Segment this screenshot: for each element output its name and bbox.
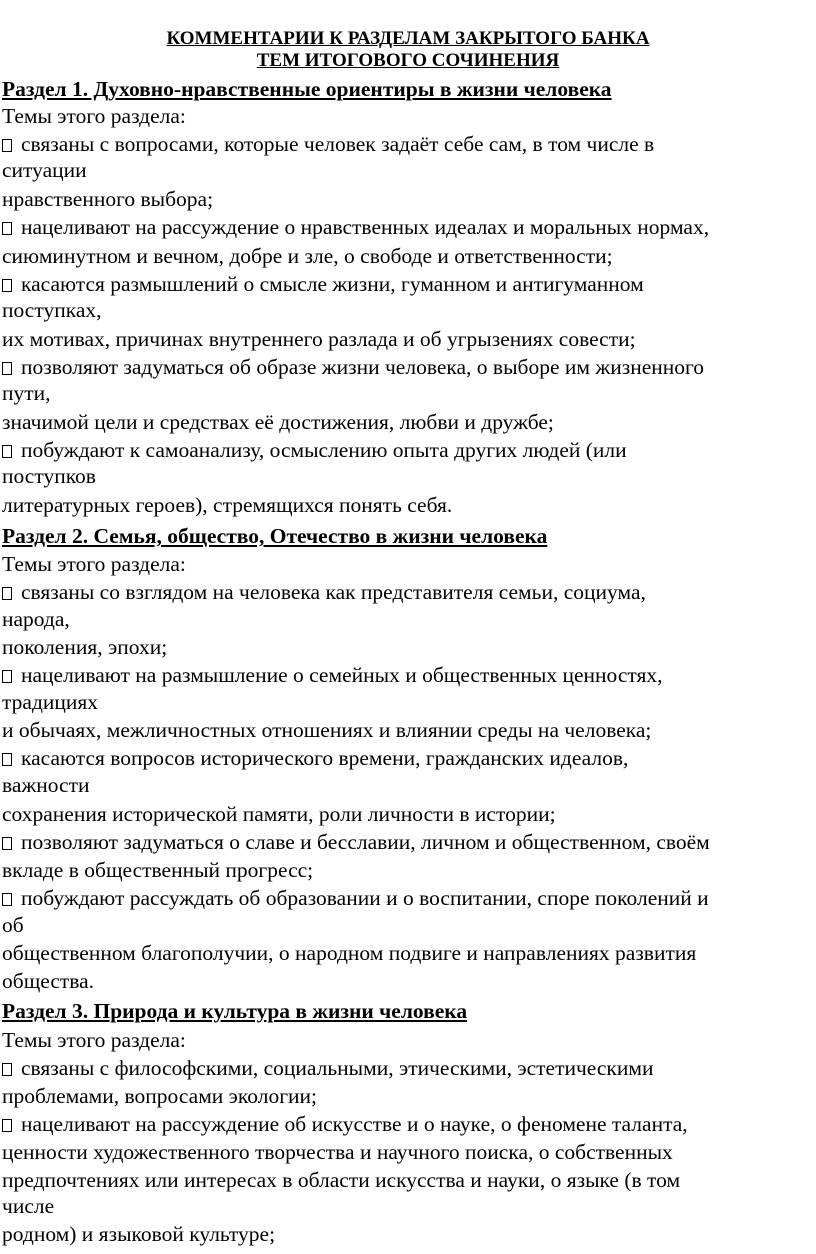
section-3-text: предпочтениях или интересах в области искусства и науки, о языке (в том <box>2 1168 681 1192</box>
section-2-text: связаны со взглядом на человека как представителя семьи, социума, <box>21 580 646 604</box>
bullet-box-icon <box>2 837 12 850</box>
section-2-heading: Раздел 2. Семья, общество, Отечество в жизни человека <box>2 524 548 548</box>
section-3-intro: Темы этого раздела: <box>2 1028 186 1052</box>
section-3-text: ценности художественного творчества и научного поиска, о собственных <box>2 1140 673 1164</box>
section-1-text: позволяют задуматься об образе жизни человека, о выборе им жизненного <box>21 355 705 379</box>
section-3-bullet-2 <box>2 1111 688 1137</box>
section-1-intro: Темы этого раздела: <box>2 104 186 128</box>
section-3-heading: Раздел 3. Природа и культура в жизни человека <box>2 999 468 1023</box>
section-1-bullet-3 <box>2 271 644 297</box>
section-1-heading: Раздел 1. Духовно-нравственные ориентиры в жизни человека <box>2 77 612 101</box>
section-1-bullet-4 <box>2 354 704 380</box>
bullet-box-icon <box>2 753 12 766</box>
section-2-bullet-5 <box>2 885 709 911</box>
bullet-box-icon <box>2 445 12 458</box>
bullet-box-icon <box>2 139 12 152</box>
bullet-box-icon <box>2 670 12 683</box>
section-1-bullet-2 <box>2 214 709 240</box>
section-3-text: проблемами, вопросами экологии; <box>2 1084 318 1108</box>
section-2-bullet-3 <box>2 745 628 771</box>
section-2-text: касаются вопросов исторического времени, гражданских идеалов, <box>21 746 629 770</box>
section-3-text: нацеливают на рассуждение об искусстве и о науке, о феномене таланта, <box>21 1112 688 1136</box>
bullet-box-icon <box>2 362 12 375</box>
section-1-text: касаются размышлений о смысле жизни, гуманном и антигуманном <box>21 272 644 296</box>
bullet-box-icon <box>2 1063 12 1076</box>
bullet-box-icon <box>2 587 12 600</box>
section-2-text: сохранения исторической памяти, роли личности в истории; <box>2 802 556 826</box>
section-1-text: их мотивах, причинах внутреннего разлада и об угрызениях совести; <box>2 327 636 351</box>
section-2-text: побуждают рассуждать об образовании и о воспитании, споре поколений и <box>21 886 709 910</box>
section-2-intro: Темы этого раздела: <box>2 552 186 576</box>
section-2-text: общественном благополучии, о народном подвиге и направлениях развития <box>2 941 697 965</box>
bullet-box-icon <box>2 893 12 906</box>
section-2-text: важности <box>2 773 90 797</box>
section-1-text: побуждают к самоанализу, осмыслению опыта других людей (или <box>21 438 627 462</box>
document-title-line-2: ТЕМ ИТОГОВОГО СОЧИНЕНИЯ <box>256 50 560 71</box>
section-1-bullet-1 <box>2 131 654 157</box>
section-3-bullet-1 <box>2 1055 653 1081</box>
bullet-box-icon <box>2 1119 12 1132</box>
section-2-text: и обычаях, межличностных отношениях и влиянии среды на человека; <box>2 718 652 742</box>
section-2-text: об <box>2 913 24 937</box>
section-1-bullet-5 <box>2 437 627 463</box>
section-1-text: нацеливают на рассуждение о нравственных идеалах и моральных нормах, <box>21 215 710 239</box>
section-2-text: нацеливают на размышление о семейных и общественных ценностях, <box>21 663 663 687</box>
section-1-text: связаны с вопросами, которые человек задаёт себе сам, в том числе в <box>21 132 655 156</box>
section-3-text: числе <box>2 1194 55 1218</box>
section-3-text: связаны с философскими, социальными, этическими, эстетическими <box>21 1056 654 1080</box>
document-title-line-1: КОММЕНТАРИИ К РАЗДЕЛАМ ЗАКРЫТОГО БАНКА <box>166 28 650 49</box>
section-3-text: родном) и языковой культуре; <box>2 1222 276 1246</box>
section-2-bullet-4 <box>2 829 710 855</box>
bullet-box-icon <box>2 222 12 235</box>
section-1-text: нравственного выбора; <box>2 187 214 211</box>
section-2-text: общества. <box>2 969 95 993</box>
section-2-bullet-1 <box>2 579 646 605</box>
section-2-text: позволяют задуматься о славе и бесславии, личном и общественном, своём <box>21 830 710 854</box>
section-1-text: поступков <box>2 464 96 488</box>
section-2-text: вкладе в общественный прогресс; <box>2 858 314 882</box>
section-1-text: значимой цели и средствах её достижения, любви и дружбе; <box>2 410 554 434</box>
section-2-text: народа, <box>2 607 70 631</box>
section-1-text: пути, <box>2 381 51 405</box>
section-1-text: литературных героев), стремящихся понять себя. <box>2 493 453 517</box>
section-2-text: поколения, эпохи; <box>2 635 168 659</box>
section-1-text: сиюминутном и вечном, добре и зле, о свободе и ответственности; <box>2 244 613 268</box>
section-2-text: традициях <box>2 690 99 714</box>
section-1-text: поступках, <box>2 298 102 322</box>
section-2-bullet-2 <box>2 662 663 688</box>
bullet-box-icon <box>2 279 12 292</box>
section-1-text: ситуации <box>2 158 87 182</box>
